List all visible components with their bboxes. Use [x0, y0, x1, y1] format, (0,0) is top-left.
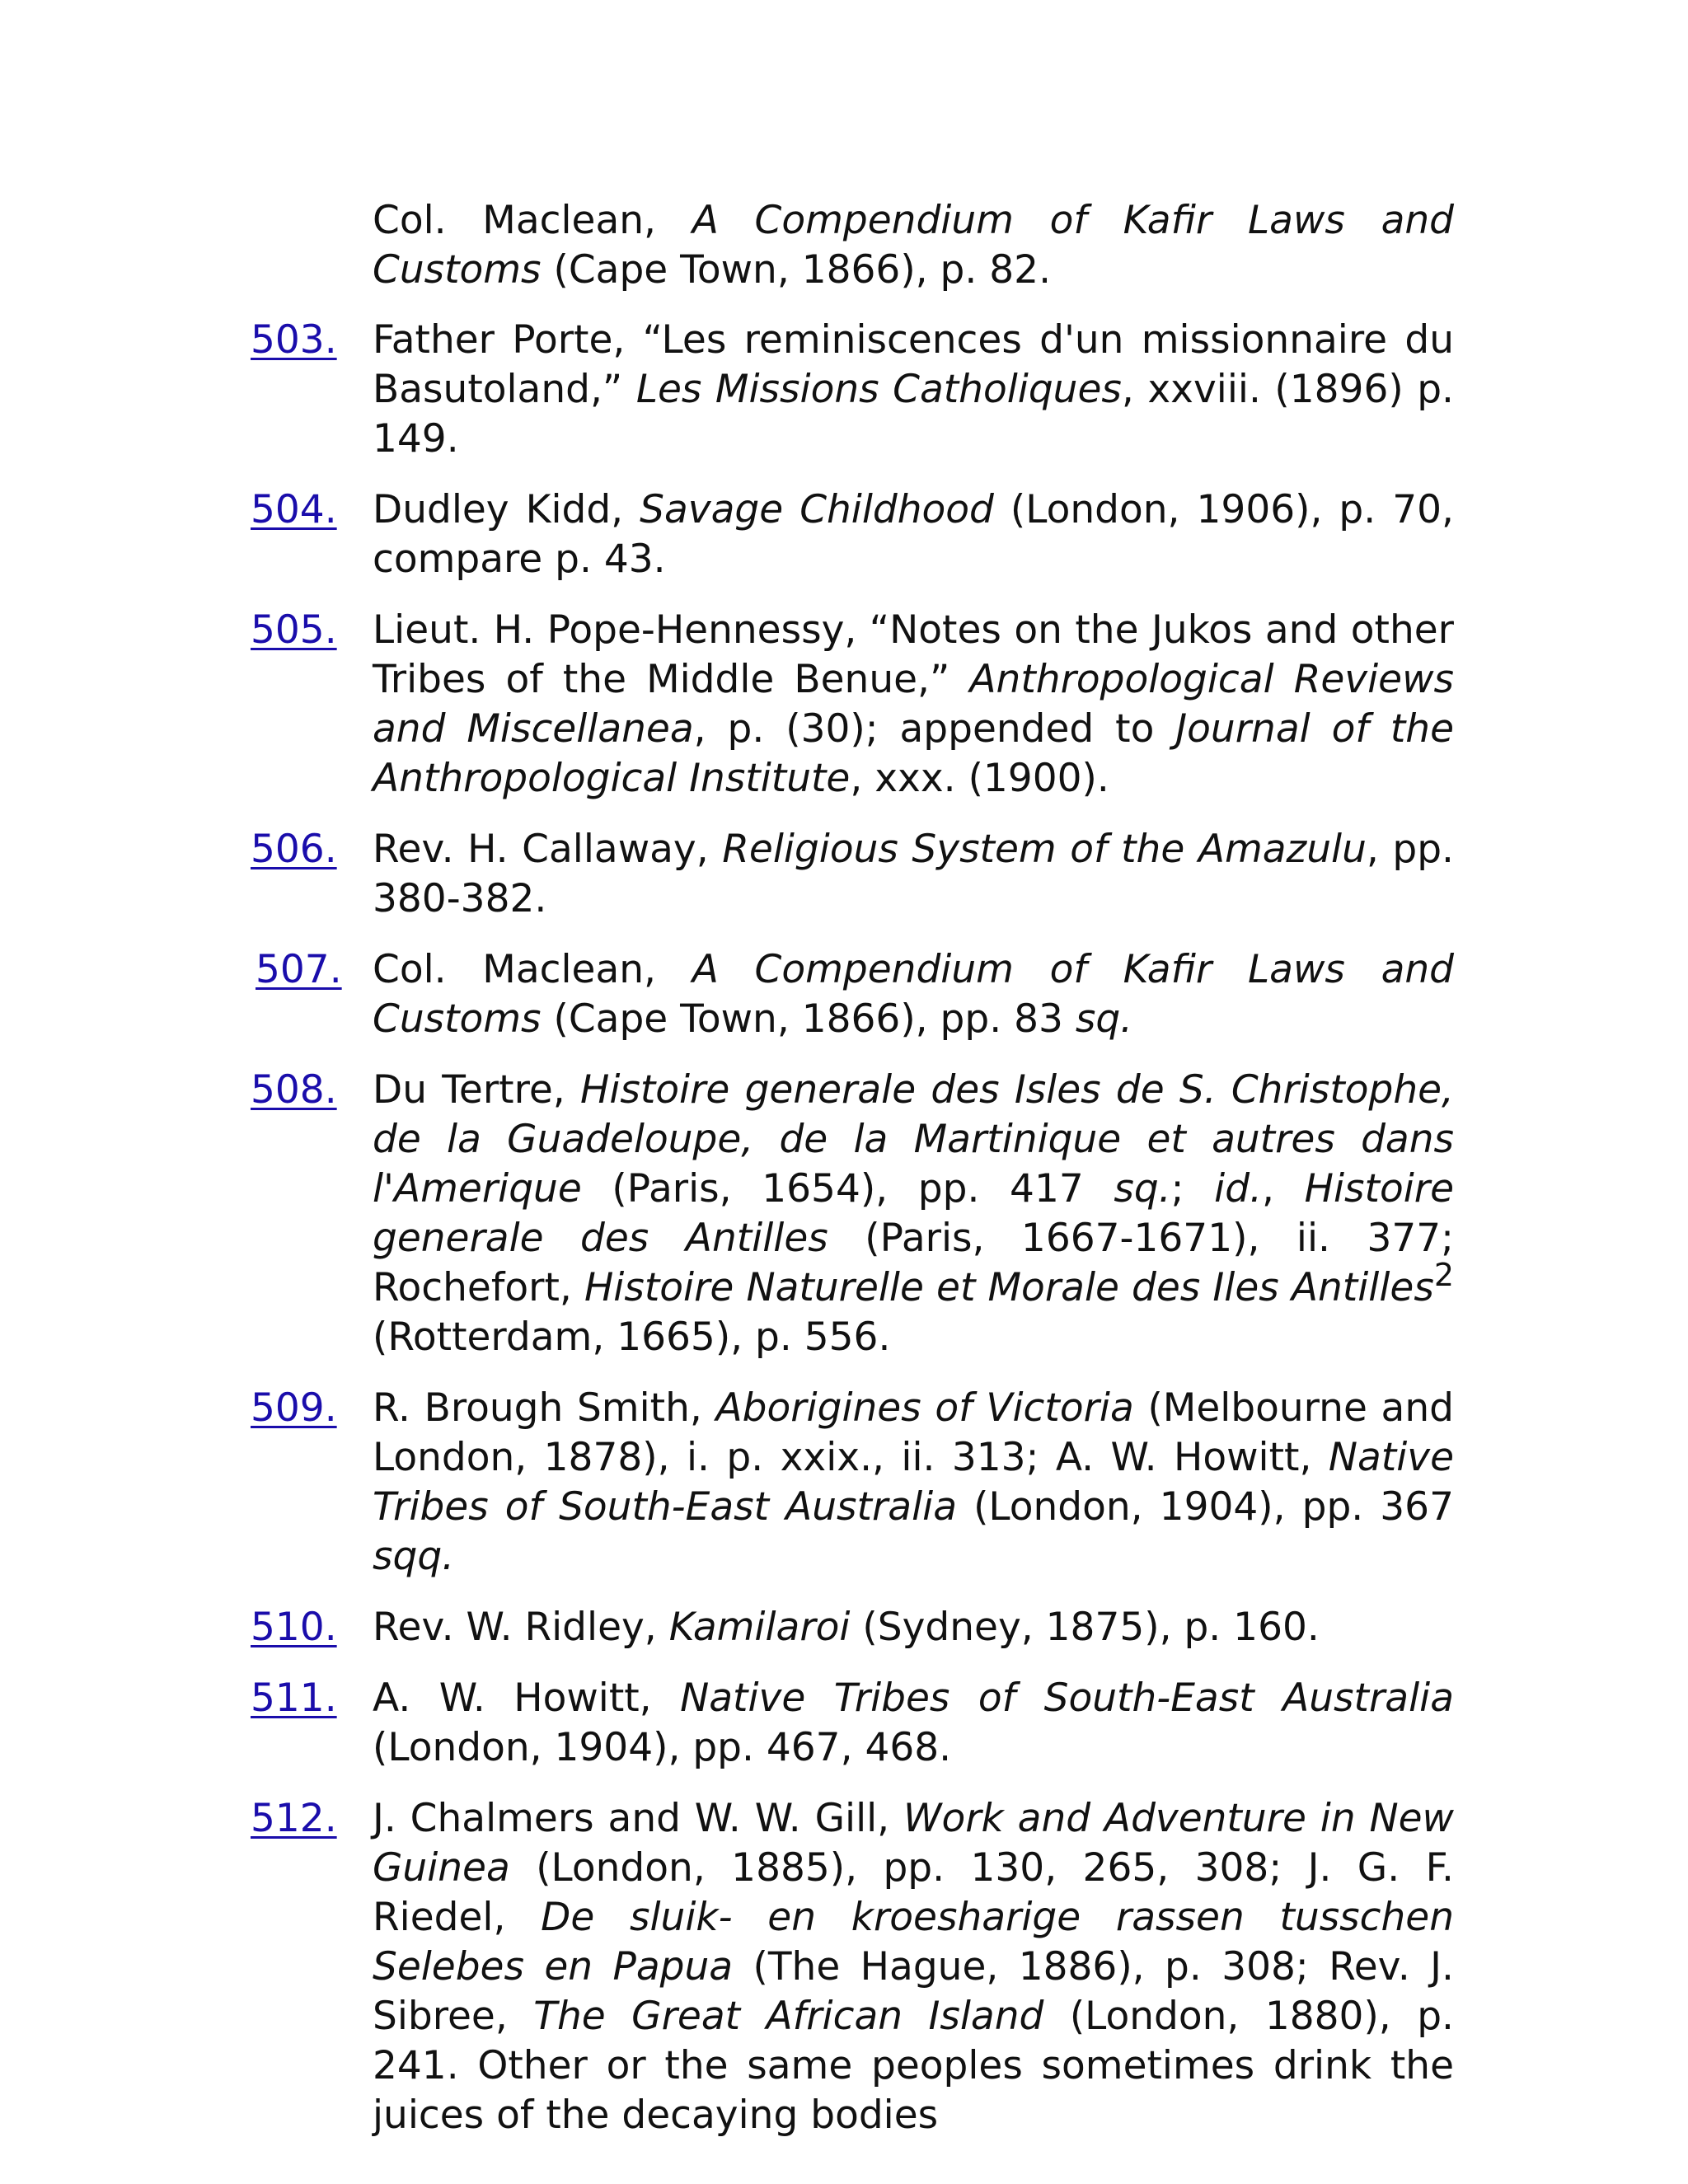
footnote-item: [251, 1066, 1454, 1362]
footnote-item: [251, 1603, 1454, 1652]
citation-title: sq.: [1075, 996, 1133, 1042]
citation-text: (London, 1885), pp. 130, 265, 308; J. G. F. Riedel,: [373, 1845, 1454, 1940]
citation-text: (London, 1880), p. 241. Other or the same peoples sometimes drink the juices of the decaying bodies: [373, 1994, 1454, 2138]
footnote-item: [251, 316, 1454, 464]
footnote-text: [373, 316, 1454, 464]
footnote-continuation: [373, 196, 1454, 295]
footnote-backlink[interactable]: 511.: [251, 1675, 337, 1721]
superscript-edition: 2: [1433, 1257, 1454, 1293]
footnote-number: [251, 945, 373, 1044]
citation-text: (Rotterdam, 1665), p. 556.: [373, 1315, 891, 1360]
footnote-number: [251, 1674, 373, 1773]
footnote-item: [251, 1794, 1454, 2140]
citation-title: Histoire generale des Isles de S. Christophe, de la Guadeloupe, de la Martinique et autres dans l'Amerique: [373, 1067, 1454, 1212]
footnote-list: [251, 316, 1454, 2162]
citation-text: Lieut. H. Pope-Hennessy, “Notes on the Jukos and other Tribes of the Middle Benue,”: [373, 607, 1454, 702]
footnote-backlink[interactable]: 512.: [251, 1796, 337, 1841]
citation-text: (Melbourne and London, 1878), i. p. xxix., ii. 313; A. W. Howitt,: [373, 1385, 1454, 1480]
citation-title: Histoire Naturelle et Morale des Iles Antilles: [584, 1265, 1434, 1310]
citation-text: J. Chalmers and W. W. Gill,: [373, 1796, 903, 1841]
footnote-item: [251, 485, 1454, 584]
citation-text: (London, 1906), p. 70, compare p. 43.: [373, 487, 1454, 582]
citation-title: A Compendium of Kafir Laws and Customs: [373, 947, 1454, 1042]
footnote-text: [373, 1603, 1454, 1652]
footnote-text: [373, 606, 1454, 804]
footnote-backlink[interactable]: 503.: [251, 317, 337, 363]
footnote-text: [373, 485, 1454, 584]
citation-title: sq.: [1114, 1166, 1171, 1212]
citation-text: , p. (30); appended to: [693, 706, 1176, 752]
citation-title: Journal of the Anthropological Institute: [373, 706, 1454, 801]
footnote-item: [251, 606, 1454, 804]
continuation-title: A Compendium of Kafir Laws and Customs: [373, 198, 1454, 293]
footnote-text: [373, 1674, 1454, 1773]
citation-text: Col. Maclean,: [373, 947, 692, 992]
continuation-prefix: Col. Maclean,: [373, 198, 692, 243]
footnote-backlink[interactable]: 509.: [251, 1385, 337, 1431]
citation-title: Aborigines of Victoria: [715, 1385, 1134, 1431]
footnote-text: [373, 1066, 1454, 1362]
citation-text: , xxx. (1900).: [850, 756, 1109, 801]
citation-title: Anthropological Reviews and Miscellanea: [373, 657, 1454, 752]
footnote-number: [251, 1794, 373, 2140]
citation-text: (The Hague, 1886), p. 308; Rev. J. Sibree,: [373, 1944, 1454, 2039]
citation-text: (London, 1904), pp. 367: [957, 1484, 1454, 1530]
footnote-number: [251, 1384, 373, 1582]
footnote-text: [373, 825, 1454, 924]
citation-text: Du Tertre,: [373, 1067, 580, 1113]
citation-text: , xxviii. (1896) p. 149.: [373, 367, 1454, 462]
citation-text: (Paris, 1654), pp. 417: [581, 1166, 1114, 1212]
citation-title: id.: [1214, 1166, 1263, 1212]
footnote-item: [251, 945, 1454, 1044]
citation-text: (London, 1904), pp. 467, 468.: [373, 1725, 952, 1770]
citation-title: Savage Childhood: [640, 487, 994, 532]
citation-text: ,: [1262, 1166, 1305, 1212]
citation-text: Rev. H. Callaway,: [373, 827, 723, 872]
footnote-item: [251, 1674, 1454, 1773]
citation-text: , pp. 380-382.: [373, 827, 1454, 921]
citation-title: sqq.: [373, 1534, 455, 1579]
footnote-text: [373, 945, 1454, 1044]
citation-title: De sluik- en kroesharige rassen tusschen Selebes en Papua: [373, 1895, 1455, 1990]
footnote-backlink[interactable]: 510.: [251, 1605, 337, 1650]
citation-text: R. Brough Smith,: [373, 1385, 716, 1431]
citation-text: A. W. Howitt,: [373, 1675, 681, 1721]
citation-text: Dudley Kidd,: [373, 487, 640, 532]
citation-text: Father Porte, “Les reminiscences d'un missionnaire du Basutoland,”: [373, 317, 1454, 412]
citation-title: Kamilaroi: [668, 1605, 851, 1650]
citation-text: (Sydney, 1875), p. 160.: [850, 1605, 1320, 1650]
citation-title: Native Tribes of South-East Australia: [680, 1675, 1454, 1721]
citation-title: Histoire generale des Antilles: [373, 1166, 1454, 1261]
footnote-item: [251, 1384, 1454, 1582]
footnote-backlink[interactable]: 504.: [251, 487, 337, 532]
citation-title: Religious System of the Amazulu: [722, 827, 1367, 872]
continuation-suffix: (Cape Town, 1866), p. 82.: [541, 247, 1052, 293]
footnote-number: [251, 1066, 373, 1362]
citation-text: (Paris, 1667-1671), ii. 377; Rochefort,: [373, 1216, 1454, 1310]
citation-title: Work and Adventure in New Guinea: [373, 1796, 1454, 1891]
footnote-backlink[interactable]: 505.: [251, 607, 337, 653]
footnote-number: [251, 485, 373, 584]
footnote-backlink[interactable]: 508.: [251, 1067, 337, 1113]
citation-text: Rev. W. Ridley,: [373, 1605, 669, 1650]
footnote-text: [373, 1384, 1454, 1582]
footnote-number: [251, 825, 373, 924]
citation-title: Les Missions Catholiques: [635, 367, 1122, 412]
citation-text: (Cape Town, 1866), pp. 83: [541, 996, 1076, 1042]
footnote-backlink[interactable]: 506.: [251, 827, 337, 872]
footnote-backlink[interactable]: 507.: [256, 947, 342, 992]
footnote-number: [251, 1603, 373, 1652]
footnote-text: [373, 1794, 1454, 2140]
footnote-number: [251, 316, 373, 464]
citation-title: The Great African Island: [533, 1994, 1044, 2039]
citation-text: ;: [1170, 1166, 1215, 1212]
citation-title: Native Tribes of South-East Australia: [373, 1435, 1454, 1530]
footnote-item: [251, 825, 1454, 924]
footnote-number: [251, 606, 373, 804]
